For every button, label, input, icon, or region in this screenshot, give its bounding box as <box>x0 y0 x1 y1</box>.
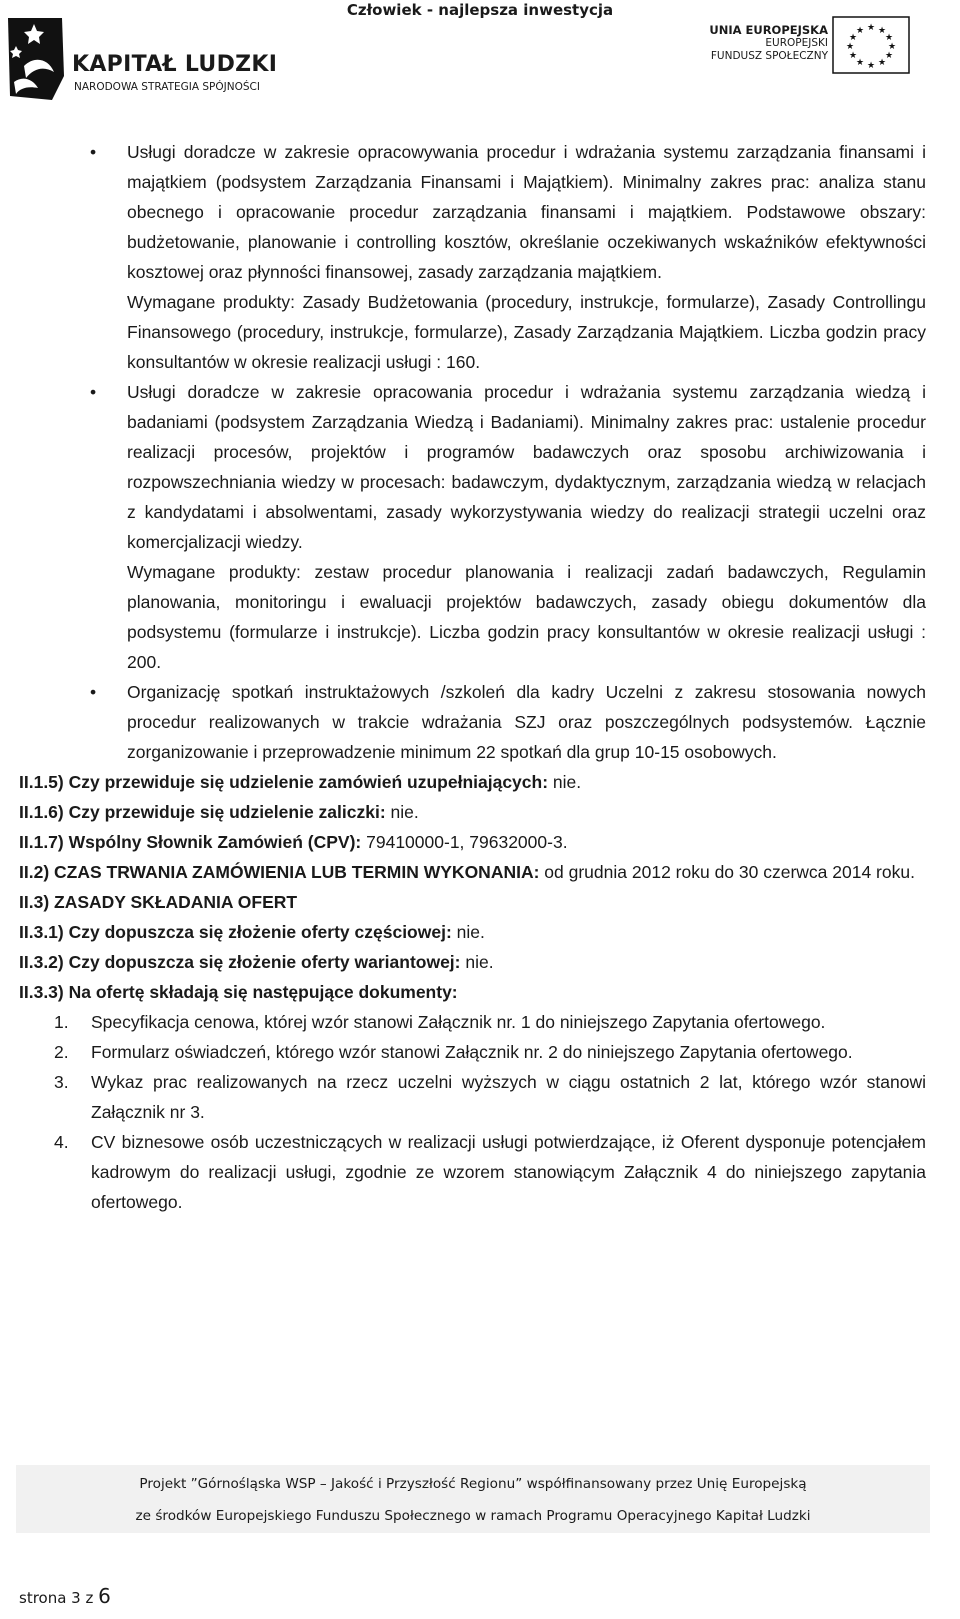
svg-text:★: ★ <box>845 42 855 52</box>
list-item <box>90 377 926 557</box>
kapital-ludzki-subtitle: NARODOWA STRATEGIA SPÓJNOŚCI <box>74 81 260 93</box>
kapital-ludzki-logo-icon <box>4 16 66 100</box>
project-footer <box>16 1465 930 1533</box>
eu-logo-line2: EUROPEJSKI <box>765 37 828 49</box>
service-training-text: Organizację spotkań instruktażowych /szkoleń dla kadry Uczelni z zakresu stosowania nowych procedur realizowanych w trakcie wdrażania SZJ oraz poszczególnych podsystemów. Łącznie zorganizowanie i przeprowadzenie minimum 22 spotkań dla grup 10-15 osobowych. <box>127 682 926 762</box>
section-label: II.3) ZASADY SKŁADANIA OFERT <box>19 892 298 912</box>
section-label: II.1.6) Czy przewiduje się udzielenie zaliczki: <box>19 802 386 822</box>
section-value: nie. <box>451 922 485 942</box>
svg-text:★: ★ <box>884 33 894 43</box>
section-value: 79410000-1, 79632000-3. <box>361 832 568 852</box>
section-label: II.3.2) Czy dopuszcza się złożenie oferty wariantowej: <box>19 952 461 972</box>
document-list-item <box>54 1007 926 1037</box>
eu-logo-line3: FUNDUSZ SPOŁECZNY <box>710 50 828 62</box>
footer-line1: Projekt ”Górnośląska WSP – Jakość i Przyszłość Regionu” współfinansowany przez Unię Europejską <box>139 1476 807 1492</box>
bullet-icon: • <box>90 682 97 702</box>
service-knowledge-text: Usługi doradcze w zakresie opracowania procedur i wdrażania systemu zarządzania wiedzą i badaniami (podsystem Zarządzania Wiedzą i Badaniami). Minimalny zakres prac: ustalenie procedur realizacji procesów, projektów i programów badawczych oraz sposobu archiwizowania i rozpowszechniania wiedzy w procesach: badawczym, dydaktycznym, zarządzania wiedzą w relacjach z kandydatami i absolwentami, zasady wykorzystywania wiedzy do realizacji strategii uczelni oraz komercjalizacji wiedzy. <box>127 382 926 552</box>
document-list-item <box>54 1067 926 1127</box>
list-number: 1. <box>54 1012 69 1032</box>
section-label: II.1.5) Czy przewiduje się udzielenie zamówień uzupełniających: <box>19 772 549 792</box>
eu-logo-text <box>709 24 828 63</box>
svg-text:★: ★ <box>855 26 865 36</box>
footer-line2: ze środków Europejskiego Funduszu Społecznego w ramach Programu Operacyjnego Kapitał Ludzki <box>135 1508 811 1524</box>
list-text: Specyfikacja cenowa, której wzór stanowi Załącznik nr. 1 do niniejszego Zapytania ofertowego. <box>91 1012 826 1032</box>
section-ii-3-1 <box>19 917 926 947</box>
section-value: nie. <box>460 952 494 972</box>
svg-text:★: ★ <box>887 42 897 52</box>
list-item <box>90 677 926 767</box>
section-label: II.3.1) Czy dopuszcza się złożenie oferty częściowej: <box>19 922 452 942</box>
kapital-ludzki-name: KAPITAŁ LUDZKI <box>72 52 278 77</box>
kapital-ludzki-logo <box>4 14 278 100</box>
document-body <box>0 137 960 1217</box>
section-value: nie. <box>548 772 582 792</box>
section-label: II.3.3) Na ofertę składają się następujące dokumenty: <box>19 982 458 1002</box>
section-ii-3-3 <box>19 977 926 1007</box>
list-text: Wykaz prac realizowanych na rzecz uczelni wyższych w ciągu ostatnich 2 lat, którego wzór stanowi Załącznik nr 3. <box>91 1072 926 1122</box>
document-list-item <box>54 1127 926 1217</box>
svg-text:★: ★ <box>877 26 887 36</box>
service-knowledge-products: Wymagane produkty: zestaw procedur planowania i realizacji zadań badawczych, Regulamin planowania, monitoringu i ewaluacji projektów badawczych, zasady obiegu dokumentów dla podsystemu (formularze i instrukcje). Liczba godzin pracy konsultantów w okresie realizacji usługi : 200. <box>127 562 926 672</box>
svg-text:★: ★ <box>848 33 858 43</box>
list-item <box>90 137 926 287</box>
section-value: od grudnia 2012 roku do 30 czerwca 2014 roku. <box>539 862 915 882</box>
section-ii-1-7 <box>19 827 926 857</box>
eu-logo <box>700 14 940 80</box>
svg-text:★: ★ <box>848 51 858 61</box>
bullet-icon: • <box>90 142 97 162</box>
page-number-prefix: strona 3 z <box>19 1589 99 1607</box>
service-finance-products: Wymagane produkty: Zasady Budżetowania (procedury, instrukcje, formularze), Zasady Controllingu Finansowego (procedury, instrukcje, formularze), Zasady Zarządzania Majątkiem. Liczba godzin pracy konsultantów w okresie realizacji usługi : 160. <box>127 292 926 372</box>
section-ii-3-2 <box>19 947 926 977</box>
page-number-total: 6 <box>98 1584 111 1608</box>
svg-text:★: ★ <box>877 58 887 68</box>
section-label: II.1.7) Wspólny Słownik Zamówień (CPV): <box>19 832 362 852</box>
page-header-title: Człowiek - najlepsza inwestycja <box>346 1 614 19</box>
page-number <box>19 1584 111 1608</box>
section-label: II.2) CZAS TRWANIA ZAMÓWIENIA LUB TERMIN WYKONANIA: <box>19 862 540 882</box>
eu-logo-line1: UNIA EUROPEJSKA <box>709 23 828 37</box>
section-ii-2 <box>19 857 926 887</box>
svg-text:★: ★ <box>884 51 894 61</box>
svg-text:★: ★ <box>855 58 865 68</box>
svg-text:★: ★ <box>866 23 876 33</box>
section-ii-3 <box>19 887 926 917</box>
service-finance-text: Usługi doradcze w zakresie opracowywania procedur i wdrażania systemu zarządzania finansami i majątkiem (podsystem Zarządzania Finansami i Majątkiem). Minimalny zakres prac: analiza stanu obecnego i opracowanie procedur zarządzania finansami i majątkiem. Podstawowe obszary: budżetowanie, planowanie i controlling kosztów, określanie oczekiwanych wskaźników efektywności kosztowej oraz płynności finansowej, zasady zarządzania majątkiem. <box>127 142 926 282</box>
list-number: 4. <box>54 1132 69 1152</box>
section-ii-1-6 <box>19 797 926 827</box>
eu-flag-icon <box>832 16 910 74</box>
list-text: Formularz oświadczeń, którego wzór stanowi Załącznik nr. 2 do niniejszego Zapytania ofertowego. <box>91 1042 853 1062</box>
document-list-item <box>54 1037 926 1067</box>
list-number: 3. <box>54 1072 69 1092</box>
svg-text:★: ★ <box>866 61 876 71</box>
list-number: 2. <box>54 1042 69 1062</box>
bullet-icon: • <box>90 382 97 402</box>
section-value: nie. <box>385 802 419 822</box>
section-ii-1-5 <box>19 767 926 797</box>
list-text: CV biznesowe osób uczestniczących w realizacji usługi potwierdzające, iż Oferent dysponuje potencjałem kadrowym do realizacji usługi, zgodnie ze wzorem stanowiącym Załącznik 4 do niniejszego zapytania ofertowego. <box>91 1132 926 1212</box>
